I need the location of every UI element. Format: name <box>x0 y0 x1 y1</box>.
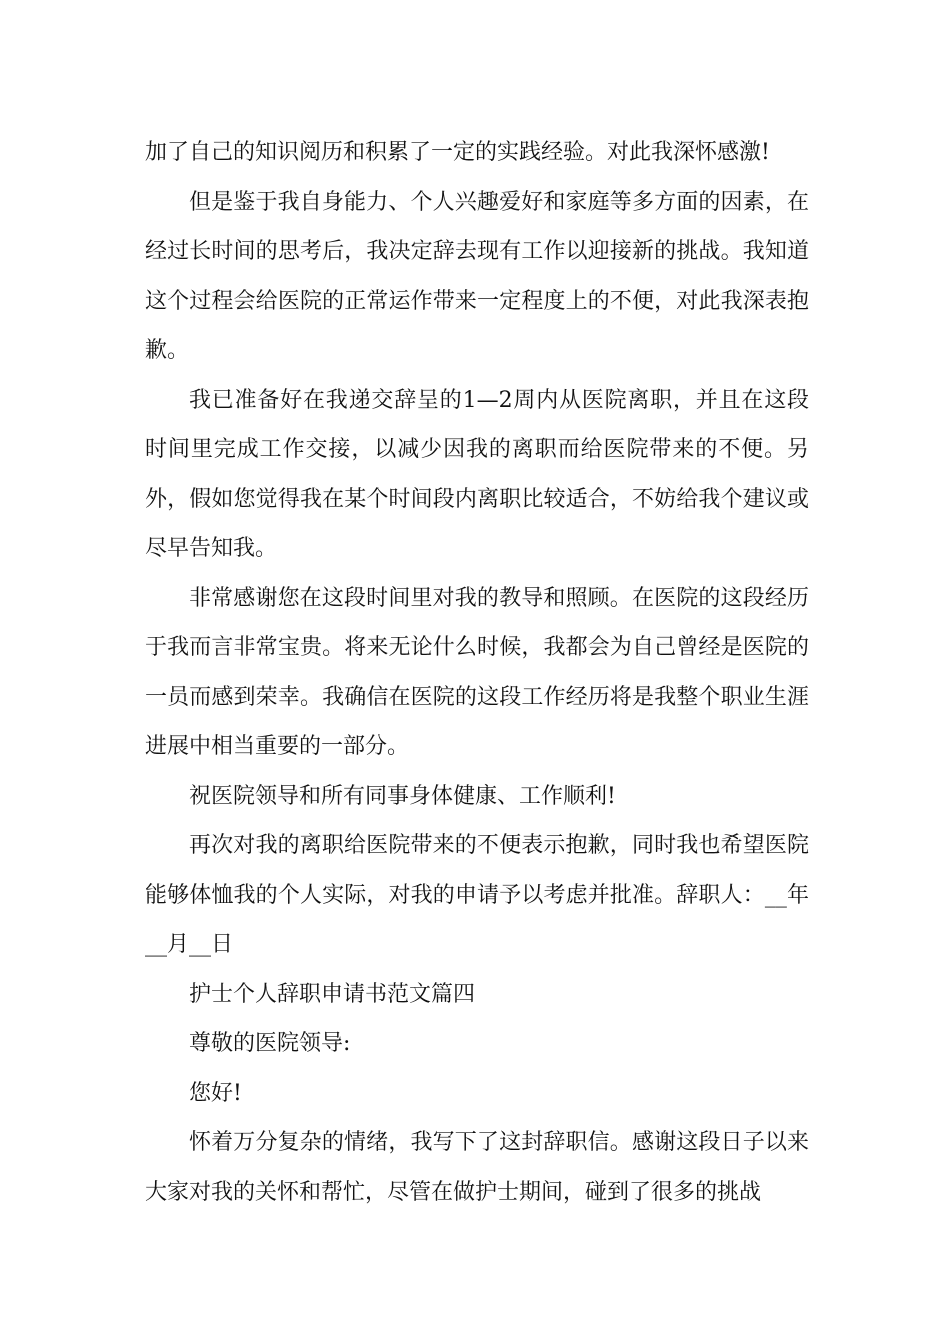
paragraph-opening: 怀着万分复杂的情绪，我写下了这封辞职信。感谢这段日子以来大家对我的关怀和帮忙，尽管在做护士期间，碰到了很多的挑战 <box>145 1130 809 1205</box>
document-body <box>145 128 809 1217</box>
paragraph-continuation: 加了自己的知识阅历和积累了一定的实践经验。对此我深怀感激! <box>145 140 770 165</box>
paragraph-reason: 但是鉴于我自身能力、个人兴趣爱好和家庭等多方面的因素，在经过长时间的思考后，我决定辞去现有工作以迎接新的挑战。我知道这个过程会给医院的正常运作带来一定程度上的不便，对此我深表抱歉。 <box>145 189 809 363</box>
paragraph-wishes: 祝医院领导和所有同事身体健康、工作顺利! <box>189 783 616 809</box>
paragraph-closing-signature: 再次对我的离职给医院带来的不便表示抱歉，同时我也希望医院能够体恤我的个人实际，对我的申请予以考虑并批准。辞职人：__年__月__日 <box>145 833 809 957</box>
paragraph-gratitude: 非常感谢您在这段时间里对我的教导和照顾。在医院的这段经历于我而言非常宝贵。将来无论什么时候，我都会为自己曾经是医院的一员而感到荣幸。我确信在医院的这段工作经历将是我整个职业生涯进展中相当重要的一部分。 <box>145 585 809 759</box>
section-heading: 护士个人辞职申请书范文篇四 <box>189 981 476 1007</box>
paragraph-handover: 我已准备好在我递交辞呈的1—2周内从医院离职，并且在这段时间里完成工作交接，以减少因我的离职而给医院带来的不便。另外，假如您觉得我在某个时间段内离职比较适合，不妨给我个建议或尽早告知我。 <box>145 387 809 561</box>
greeting: 您好! <box>189 1080 242 1106</box>
salutation: 尊敬的医院领导: <box>189 1031 351 1056</box>
